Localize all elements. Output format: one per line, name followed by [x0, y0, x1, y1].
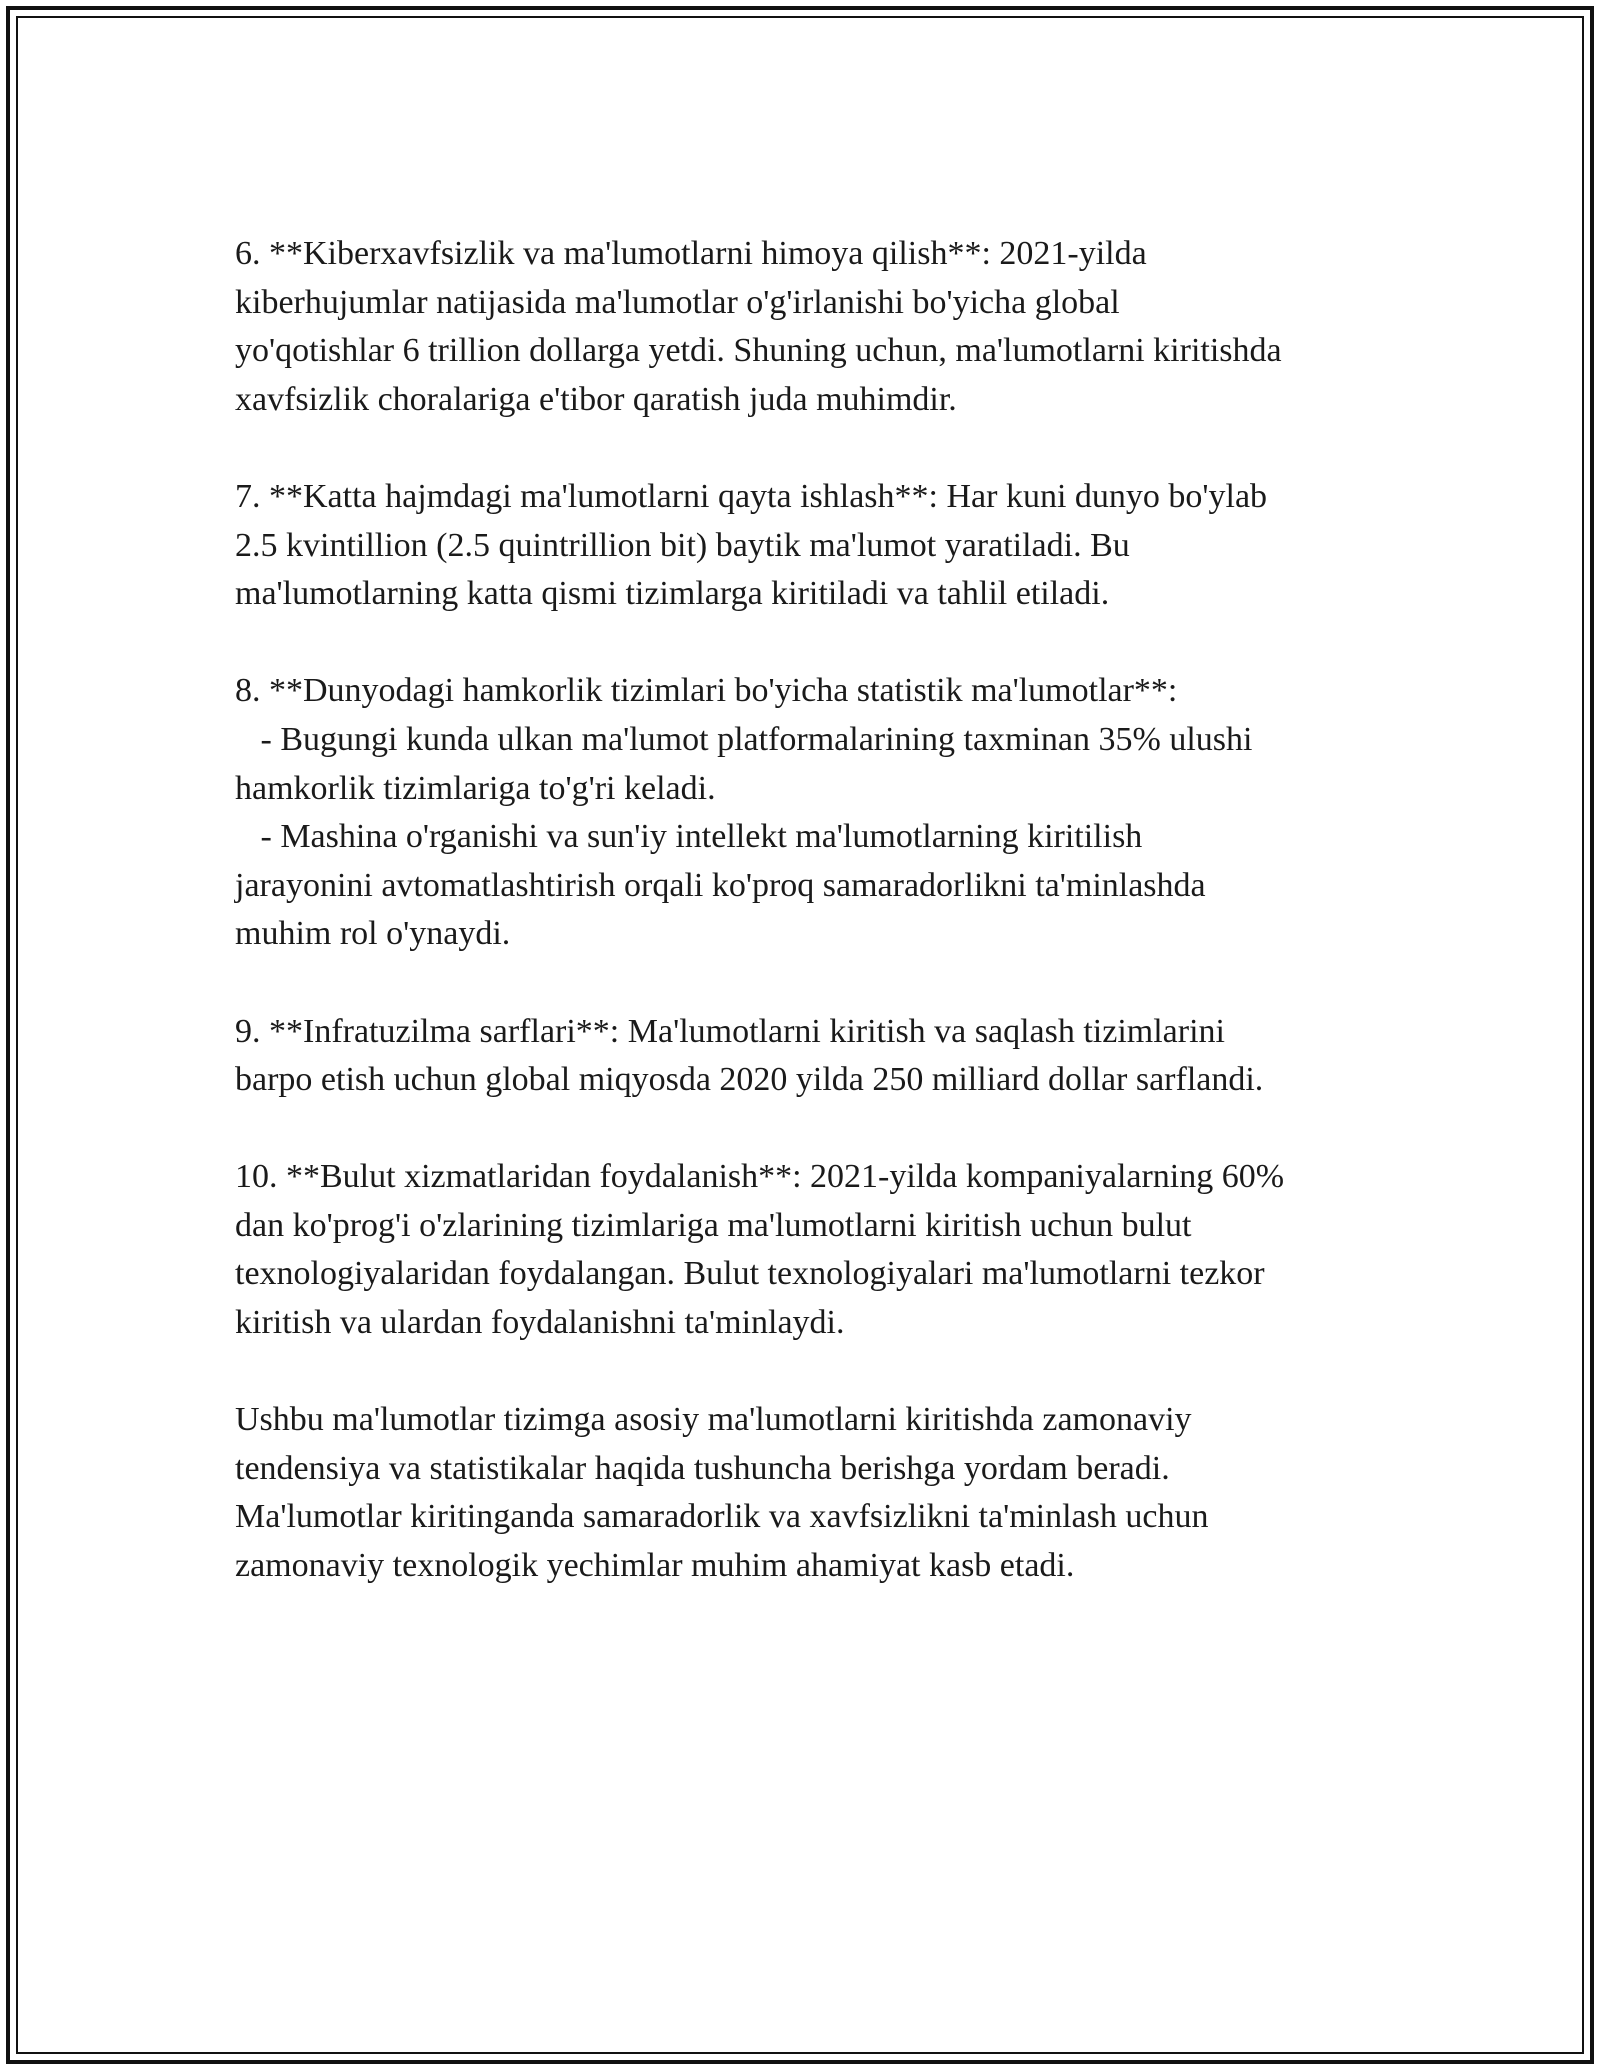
paragraph-item-8: [235, 667, 1395, 959]
text-line: - Mashina o'rganishi va sun'iy intellekt ma'lumotlarning kiritilish: [235, 818, 1143, 856]
text-line: yo'qotishlar 6 trillion dollarga yetdi. Shuning uchun, ma'lumotlarni kiritishda: [235, 332, 1282, 370]
paragraph-item-6: [235, 230, 1395, 424]
text-line: kiritish va ulardan foydalanishni ta'minlaydi.: [235, 1304, 845, 1342]
text-line: zamonaviy texnologik yechimlar muhim ahamiyat kasb etadi.: [235, 1547, 1075, 1585]
text-line: 2.5 kvintillion (2.5 quintrillion bit) baytik ma'lumot yaratiladi. Bu: [235, 526, 1130, 564]
paragraph-item-9: [235, 1008, 1395, 1105]
text-line: 8. **Dunyodagi hamkorlik tizimlari bo'yicha statistik ma'lumotlar**:: [235, 672, 1178, 710]
text-line: dan ko'prog'i o'zlarining tizimlariga ma'lumotlarni kiritish uchun bulut: [235, 1206, 1192, 1244]
text-line: xavfsizlik choralariga e'tibor qaratish juda muhimdir.: [235, 380, 957, 418]
text-line: kiberhujumlar natijasida ma'lumotlar o'g'irlanishi bo'yicha global: [235, 283, 1120, 321]
text-line: ma'lumotlarning katta qismi tizimlarga kiritiladi va tahlil etiladi.: [235, 575, 1110, 613]
text-line: texnologiyalaridan foydalangan. Bulut texnologiyalari ma'lumotlarni tezkor: [235, 1255, 1265, 1293]
text-line: 10. **Bulut xizmatlaridan foydalanish**: 2021-yilda kompaniyalarning 60%: [235, 1158, 1285, 1196]
text-line: jarayonini avtomatlashtirish orqali ko'proq samaradorlikni ta'minlashda: [235, 866, 1206, 904]
text-line: 7. **Katta hajmdagi ma'lumotlarni qayta ishlash**: Har kuni dunyo bo'ylab: [235, 477, 1268, 515]
paragraph-item-7: [235, 473, 1395, 619]
paragraph-conclusion: [235, 1396, 1395, 1590]
text-line: Ushbu ma'lumotlar tizimga asosiy ma'lumotlarni kiritishda zamonaviy: [235, 1401, 1192, 1439]
text-line: muhim rol o'ynaydi.: [235, 915, 511, 953]
text-line: 9. **Infratuzilma sarflari**: Ma'lumotlarni kiritish va saqlash tizimlarini: [235, 1012, 1225, 1050]
text-line: 6. **Kiberxavfsizlik va ma'lumotlarni himoya qilish**: 2021-yilda: [235, 235, 1147, 272]
text-line: - Bugungi kunda ulkan ma'lumot platformalarining taxminan 35% ulushi: [235, 720, 1253, 758]
text-line: barpo etish uchun global miqyosda 2020 yilda 250 milliard dollar sarflandi.: [235, 1061, 1264, 1099]
text-line: hamkorlik tizimlariga to'g'ri keladi.: [235, 769, 716, 807]
document-body: [235, 230, 1395, 1639]
paragraph-item-10: [235, 1153, 1395, 1347]
text-line: tendensiya va statistikalar haqida tushuncha berishga yordam beradi.: [235, 1449, 1170, 1487]
text-line: Ma'lumotlar kiritinganda samaradorlik va xavfsizlikni ta'minlash uchun: [235, 1498, 1209, 1536]
